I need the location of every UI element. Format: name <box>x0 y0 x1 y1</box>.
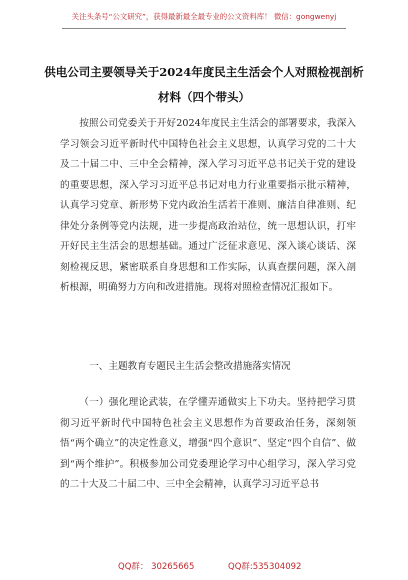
section-paragraph: （一）强化理论武装，在学懂弄通做实上下功夫。坚持把学习贯彻习近平新时代中国特色社会主义思想作为首要政治任务，深刻领悟“两个确立”的决定性意义，增强“四个意识”、坚定“四个自信”、做到“两个维护”。积极参加公司党委理论学习中心组学习，深入学习党的二十大及二十届二中、三中全会精神，认真学习习近平总书 <box>60 397 356 490</box>
header-divider <box>62 28 346 29</box>
footer-qq-group-2: QQ群:535304092 <box>228 562 302 572</box>
footer-qq-group-1: QQ群： 30265665 <box>118 562 195 572</box>
header-banner: 关注头条号“公文研究”，获得最新最全最专业的公文资料库！ 微信：gongwenyj <box>71 12 337 21</box>
section-heading: 一、主题教育专题民主生活会整改措施落实情况 <box>89 361 291 372</box>
document-title: 供电公司主要领导关于2024年度民主生活会个人对照检视剖析材料（四个带头） <box>44 65 364 104</box>
intro-paragraph: 按照公司党委关于开好2024年度民主生活会的部署要求，我深入学习领会习近平新时代中国特色社会主义思想，认真学习党的二十大及二十届二中、三中全会精神，深入学习习近平总书记关于党的建设的重要思想，深入学习习近平总书记对电力行业重要指示批示精神，认真学习党章、新形势下党内政治生活若干准则、廉洁自律准则、纪律处分条例等党内法规，进一步提高政治站位，统一思想认识，打牢开好民主生活会的思想基础。通过广泛征求意见、深入谈心谈话、深刻检视反思，紧密联系自身思想和工作实际，认真查摆问题，深入剖析根源，明确努力方向和改进措施。现将对照检查情况汇报如下。 <box>60 118 356 293</box>
